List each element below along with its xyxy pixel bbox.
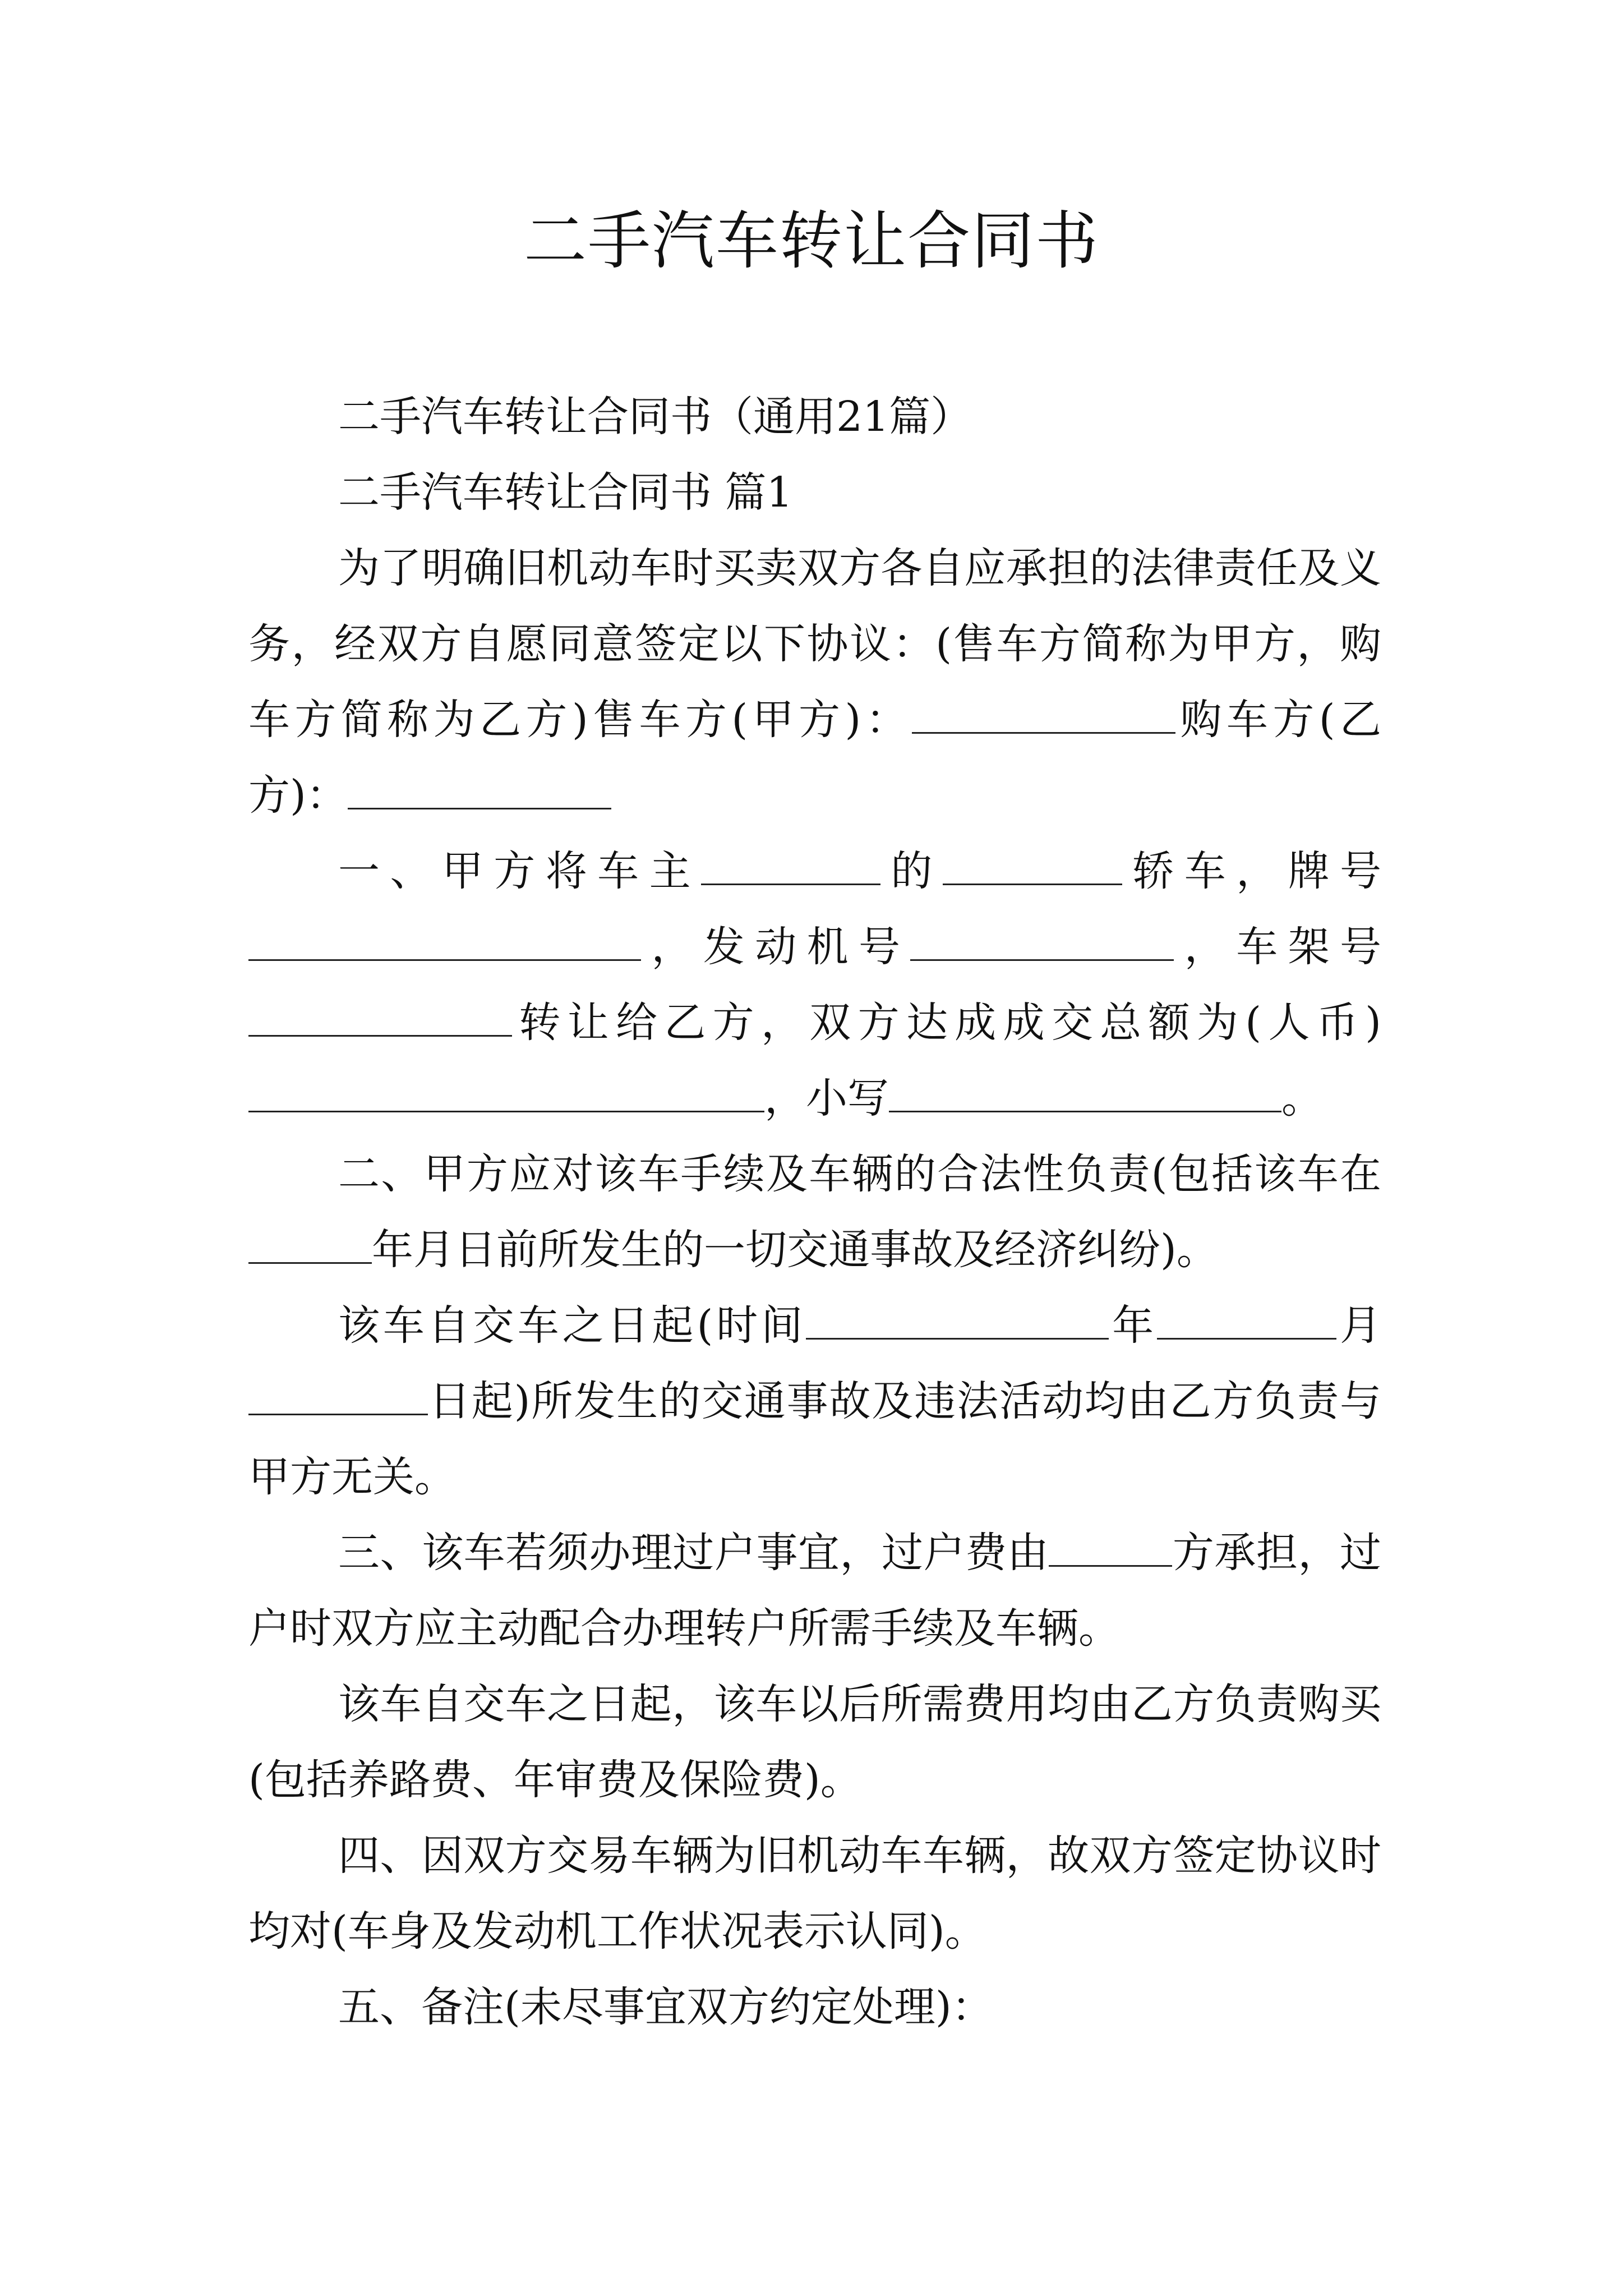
- seller-name-blank[interactable]: [912, 693, 1175, 734]
- clause4-text: 四、因双方交易车辆为旧机动车车辆，故双方签定协议时均对(车身及发动机工作状况表示认同)。: [248, 1832, 1381, 1955]
- clause2-text-2: 年月日前所发生的一切交通事故及经济纠纷)。: [372, 1226, 1218, 1274]
- clause-3-paragraph: [248, 1515, 1381, 1667]
- heading-text: 二手汽车转让合同书（通用21篇）: [338, 393, 972, 441]
- clause5-text: 五、备注(未尽事宜双方约定处理)：: [338, 1983, 993, 2031]
- intro-text-1: 为了明确旧机动车时买卖双方各自应承担的法律责任及义务，经双方自愿同意签定以下协议：(售车方简称为甲方，购车方简称为乙方)售车方(甲方)：: [248, 544, 1381, 744]
- clause2b-text-2: 年: [1109, 1301, 1158, 1350]
- clause1-text-1: 一、甲方将车主: [338, 847, 701, 895]
- clause1-text-8: 。: [1281, 1074, 1323, 1122]
- clause2b-text-4: 日起)所发生的交通事故及违法活动均由乙方负责与甲方无关。: [248, 1377, 1381, 1501]
- clause3-text-1: 三、该车若须办理过户事宜，过户费由: [338, 1529, 1049, 1577]
- clause-3b-paragraph: [248, 1667, 1381, 1818]
- clause1-text-3: 轿车，牌号: [1122, 847, 1382, 895]
- clause2-text-1: 二、甲方应对该车手续及车辆的合法性负责(包括该车在: [338, 1150, 1381, 1198]
- clause1-text-4: ，发动机号: [641, 923, 911, 971]
- car-model-blank[interactable]: [943, 844, 1122, 885]
- clause-5-paragraph: [248, 1970, 1381, 2045]
- year-blank[interactable]: [806, 1299, 1109, 1340]
- intro-paragraph: [248, 531, 1381, 834]
- document-body: [248, 379, 1381, 2045]
- month-blank[interactable]: [1157, 1299, 1336, 1340]
- section-label-text: 二手汽车转让合同书 篇1: [338, 468, 793, 517]
- amount-figures-blank[interactable]: [889, 1071, 1281, 1112]
- amount-capital-blank[interactable]: [248, 1071, 764, 1112]
- buyer-name-blank[interactable]: [348, 769, 611, 809]
- clause1-text-7: ，小写: [764, 1074, 889, 1122]
- frame-number-blank[interactable]: [248, 996, 512, 1037]
- section-label: [248, 455, 1381, 531]
- clause-1-paragraph: [248, 834, 1381, 1137]
- intro-text-2: 购车方(乙方)：: [248, 696, 1382, 820]
- contract-heading: [248, 379, 1381, 455]
- clause2b-text-3: 月: [1336, 1301, 1381, 1350]
- clause-2b-paragraph: [248, 1288, 1381, 1515]
- clause-4-paragraph: [248, 1818, 1381, 1970]
- document-title: 二手汽车转让合同书: [524, 205, 1099, 278]
- plate-number-blank[interactable]: [248, 920, 641, 961]
- engine-number-blank[interactable]: [910, 920, 1174, 961]
- clause1-text-5: ，车架号: [1174, 923, 1382, 971]
- clause3b-text: 该车自交车之日起，该车以后所需费用均由乙方负责购买(包括养路费、年审费及保险费)。: [248, 1680, 1381, 1804]
- clause3-text-2: 方承担，过户时双方应主动配合办理转户所需手续及车辆。: [248, 1529, 1382, 1653]
- clause2b-text-1: 该车自交车之日起(时间: [338, 1301, 806, 1350]
- clause1-text-6: 转让给乙方，双方达成成交总额为(人币): [512, 999, 1381, 1047]
- clause1-text-2: 的: [880, 847, 943, 895]
- clause-2-paragraph: [248, 1137, 1381, 1288]
- day-blank[interactable]: [248, 1374, 428, 1415]
- owner-blank[interactable]: [701, 844, 880, 885]
- transfer-fee-party-blank[interactable]: [1049, 1526, 1172, 1567]
- date-blank[interactable]: [248, 1223, 372, 1264]
